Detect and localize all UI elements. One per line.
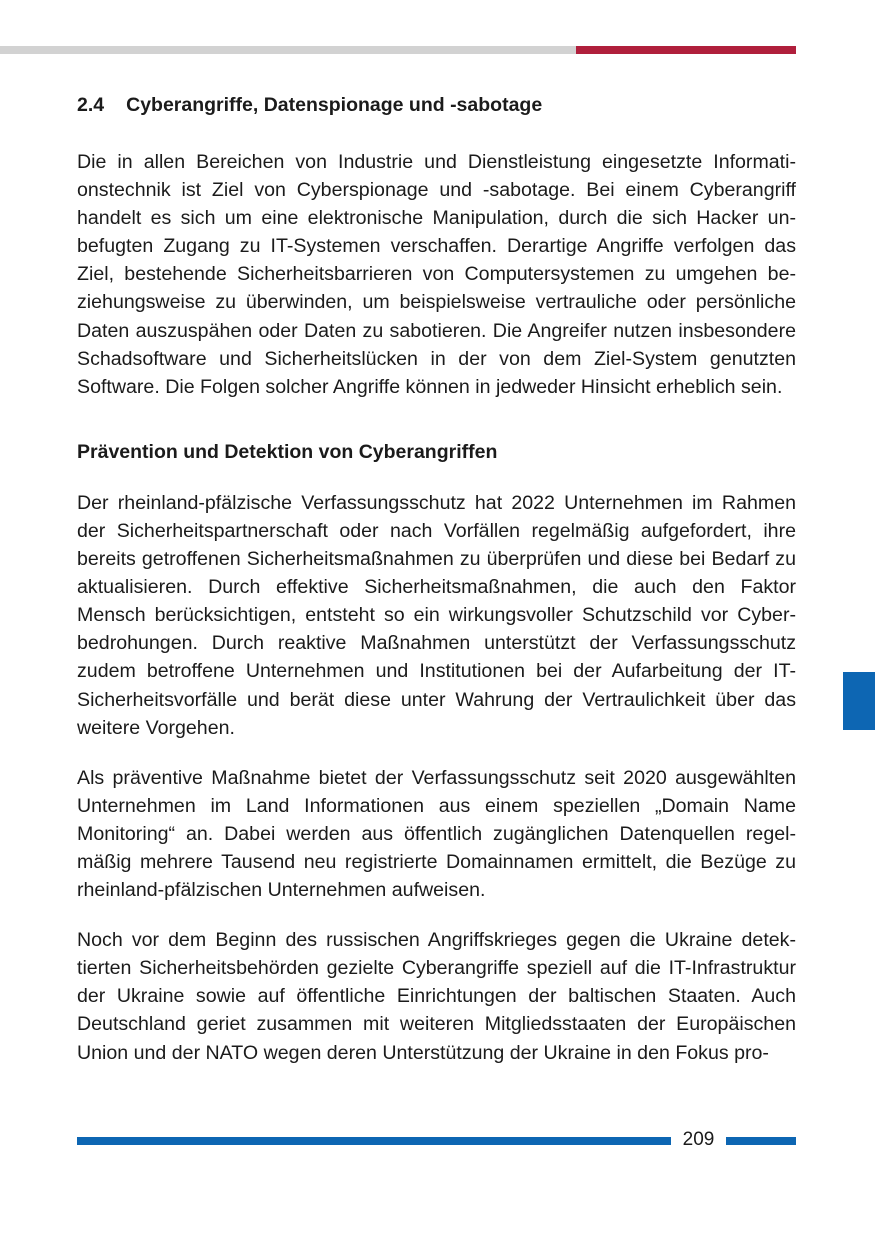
chapter-tab-marker (843, 672, 875, 730)
footer-rule-left (77, 1137, 671, 1145)
paragraph-domain-monitoring: Als präventive Maßnahme bietet der Verfassungsschutz seit 2020 ausgewählten Unternehmen im Land Informationen aus einem speziellen „Domain Name Monitoring“ an. Dabei werden aus öffentlich zugänglichen Datenquellen regelmäßig mehrere Tausend neu registrierte Domainnamen ermittelt, die Bezüge zu rheinland-pfälzischen Unternehmen aufweisen. (77, 766, 796, 902)
section-number: 2.4 (77, 94, 105, 116)
section-heading (77, 90, 796, 120)
paragraph-security-partnership: Der rheinland-pfälzische Verfassungsschutz hat 2022 Unternehmen im Rahmen der Sicherheitspartnerschaft oder nach Vorfällen regelmäßig aufgefordert, ihre bereits getroffenen Sicherheitsmaßnahmen zu überprüfen und diese bei Bedarf zu aktualisieren. Durch effektive Sicherheitsmaßnahmen, die auch den Faktor Mensch berücksichtigen, entsteht so ein wirkungsvoller Schutzschild vor Cyberbedrohungen. Durch reaktive Maßnahmen unterstützt der Verfassungsschutz zudem betroffene Unternehmen und Institutionen bei der Aufarbeitung der IT-Sicherheitsvorfälle und berät diese unter Wahrung der Vertraulichkeit über das weitere Vorgehen. (77, 491, 796, 739)
header-rule-gray (0, 46, 576, 54)
paragraph-intro: Die in allen Bereichen von Industrie und Dienstleistung eingesetzte Informationstechnik ist Ziel von Cyberspionage und -sabotage. Bei einem Cyberangriff handelt es sich um eine elektronische Manipulation, durch die sich Hacker unbefugten Zugang zu IT-Systemen verschaffen. Derartige Angriffe verfolgen das Ziel, bestehende Sicherheitsbarrieren von Computersystemen zu umgehen beziehungsweise zu überwinden, um beispielsweise vertrauliche oder persönliche Daten auszuspähen oder Daten zu sabotieren. Die Angreifer nutzen insbesondere Schadsoftware und Sicherheitslücken in der von dem Ziel-System genutzten Software. Die Folgen solcher Angriffe können in jedweder Hinsicht erheblich sein. (77, 151, 796, 398)
paragraph-ukraine: Noch vor dem Beginn des russischen Angriffskrieges gegen die Ukraine detektierten Sicherheitsbehörden gezielte Cyberangriffe speziell auf die IT-Infrastruktur der Ukraine sowie auf öffentliche Einrichtungen der baltischen Staaten. Auch Deutschland geriet zusammen mit weiteren Mitgliedsstaaten der Europäischen Union und der NATO wegen deren Unterstützung der Ukraine in den Fokus pro- (77, 929, 796, 1064)
section-title: Cyberangriffe, Datenspionage und -sabotage (126, 94, 543, 116)
page-number: 209 (682, 1129, 715, 1150)
page-content (77, 90, 796, 1067)
header-rule-red (576, 46, 796, 54)
footer-rule-right (726, 1137, 796, 1145)
subheading-prevention: Prävention und Detektion von Cyberangriffen (77, 440, 498, 463)
